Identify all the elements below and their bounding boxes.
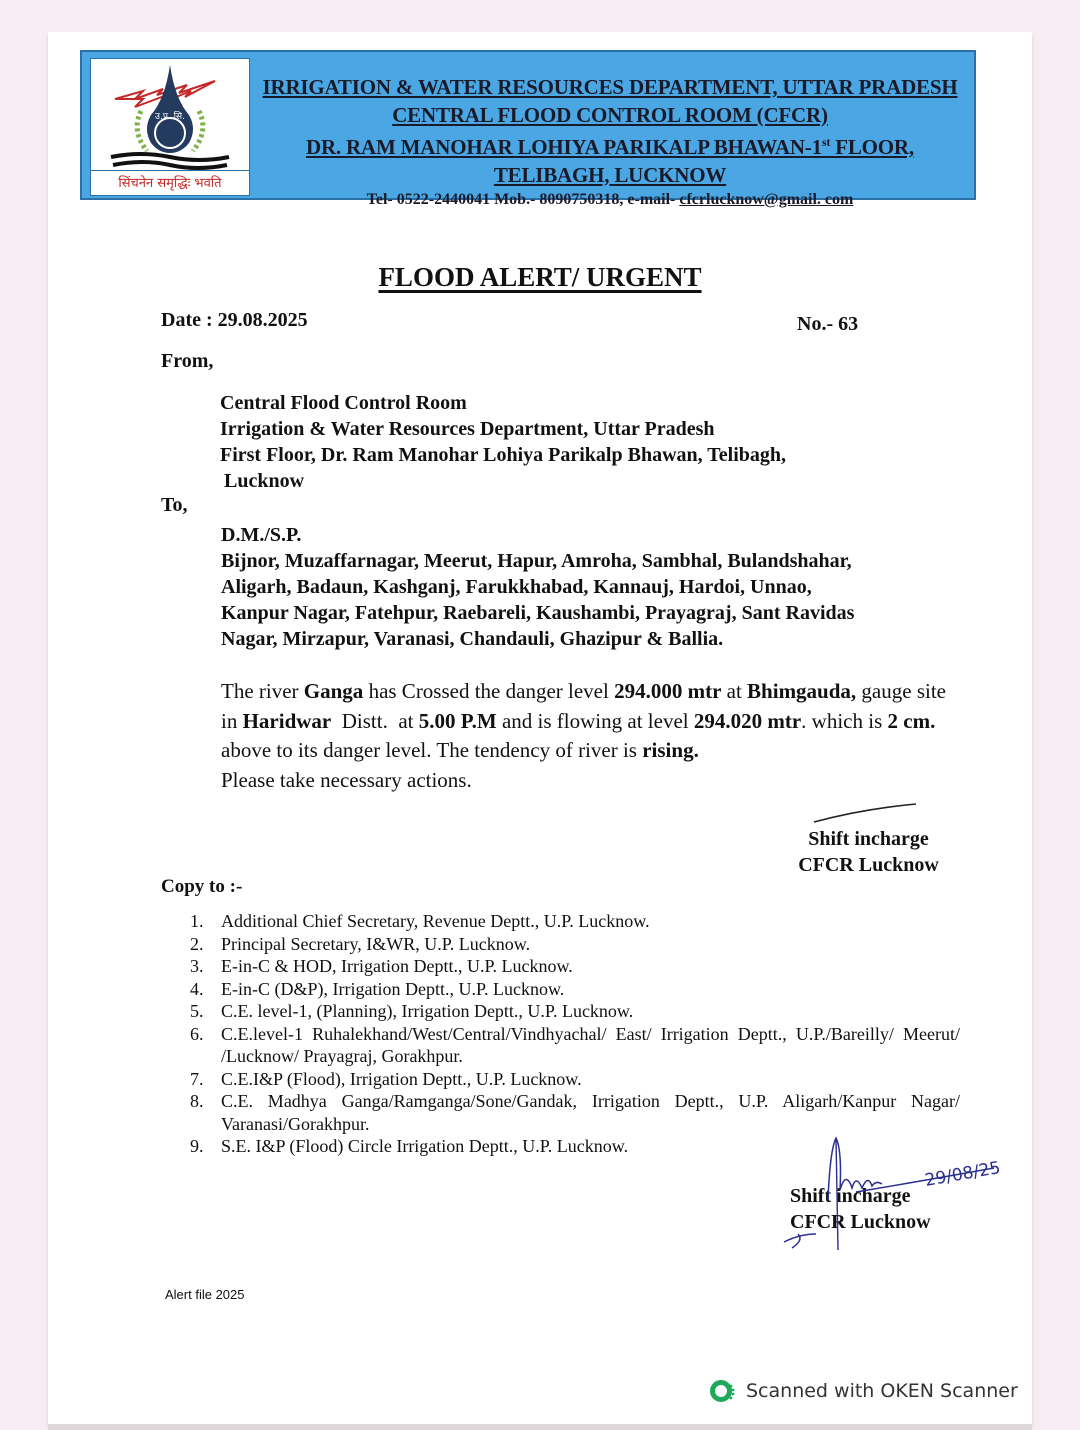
copy-to-item (190, 1000, 960, 1023)
handwritten-signature-icon (776, 1130, 1006, 1255)
alert-date: Date : 29.08.2025 (161, 309, 308, 331)
water-drop-emblem-icon (91, 59, 249, 171)
danger-level: 294.000 mtr (614, 679, 722, 703)
signatory-block-top (790, 826, 947, 878)
sender-line: Central Flood Control Room (220, 392, 467, 414)
copy-to-item (190, 910, 960, 933)
address-superscript: st (821, 135, 831, 149)
sender-line: Lucknow (224, 470, 305, 492)
item-number: 4. (190, 978, 204, 999)
copy-to-label: Copy to :- (161, 876, 243, 897)
recipient-block (221, 522, 854, 652)
recipient-line: Kanpur Nagar, Fatehpur, Raebareli, Kaushambi, Prayagraj, Sant Ravidas (221, 602, 855, 624)
alert-message (161, 677, 951, 795)
item-number: 8. (190, 1091, 204, 1111)
department-logo (90, 58, 250, 196)
text: has Crossed the danger level (363, 679, 615, 703)
copy-to-list (190, 910, 960, 1158)
office-name: CENTRAL FLOOD CONTROL ROOM (CFCR) (392, 102, 828, 127)
signature-stroke-icon (812, 801, 922, 825)
signatory-office: CFCR Lucknow (798, 854, 939, 876)
address-part: DR. RAM MANOHAR LOHIYA PARIKALP BHAWAN-1 (306, 135, 822, 159)
level-difference: 2 cm. (887, 708, 936, 733)
item-text: E-in-C & HOD, Irrigation Deptt., U.P. Lucknow. (221, 956, 573, 976)
action-request: Please take necessary actions. (221, 767, 472, 792)
text: Distt. at (331, 708, 419, 733)
copy-to-item (190, 955, 960, 978)
signatory-title: Shift incharge (790, 1185, 911, 1207)
recipient-line: Aligarh, Badaun, Kashganj, Farukkhabad, Kannauj, Hardoi, Unnao, (221, 576, 812, 598)
copy-to-item (190, 933, 960, 956)
sender-line: First Floor, Dr. Ram Manohar Lohiya Parikalp Bhawan, Telibagh, (220, 444, 787, 466)
item-text: C.E.level-1 Ruhalekhand/West/Central/Vindhyachal/ East/ Irrigation Deptt., U.P./Bareilly/ Meerut/ /Lucknow/ Prayagraj, Gorakhpur. (221, 1023, 960, 1066)
signatory-title: Shift incharge (808, 828, 929, 850)
river-tendency: rising. (642, 738, 699, 762)
scanner-label: Scanned with OKEN Scanner (746, 1380, 1018, 1402)
email-link[interactable]: cfcrlucknow@gmail. com (679, 191, 854, 208)
signatory-office: CFCR Lucknow (790, 1211, 931, 1233)
phone-numbers: Tel- 0522-2440041 Mob.- 8090750318, e-mail- (366, 191, 680, 208)
letterhead-text (248, 74, 972, 210)
office-city: TELIBAGH, LUCKNOW (493, 162, 727, 187)
gauge-site: Bhimgauda, (747, 679, 857, 703)
item-text: C.E.I&P (Flood), Irrigation Deptt., U.P. Lucknow. (221, 1068, 582, 1089)
item-number: 3. (190, 956, 204, 976)
office-address-line (248, 129, 972, 162)
sender-block (220, 390, 786, 494)
copy-to-item (190, 1068, 960, 1091)
recipient-line: Bijnor, Muzaffarnagar, Meerut, Hapur, Amroha, Sambhal, Bulandshahar, (221, 550, 852, 572)
district: Haridwar (242, 708, 332, 733)
text: gauge site in (221, 679, 946, 733)
item-number: 7. (190, 1068, 204, 1089)
copy-to-item (190, 1090, 960, 1135)
item-number: 5. (190, 1001, 204, 1021)
item-text: C.E. Madhya Ganga/Ramganga/Sone/Gandak, Irrigation Deptt., U.P. Aligarh/Kanpur Nagar/ Varanasi/Gorakhpur. (221, 1091, 960, 1134)
item-number: 9. (190, 1136, 204, 1156)
river-name: Ganga (303, 679, 364, 703)
department-name: IRRIGATION & WATER RESOURCES DEPARTMENT, UTTAR PRADESH (262, 75, 958, 99)
from-label: From, (161, 350, 214, 372)
copy-to-item (190, 1023, 960, 1068)
copy-to-item (190, 978, 960, 1001)
alert-title (0, 262, 1080, 293)
text: The river (221, 679, 304, 703)
text: . which is (801, 708, 888, 733)
to-label: To, (161, 494, 188, 516)
contact-line (248, 190, 972, 210)
logo-monogram: उ.प्र. सि. (155, 112, 185, 122)
item-text: E-in-C (D&P), Irrigation Deptt., U.P. Lucknow. (221, 978, 565, 999)
recipient-line: Nagar, Mirzapur, Varanasi, Chandauli, Ghazipur & Ballia. (221, 628, 724, 650)
reading-time: 5.00 P.M (418, 708, 497, 733)
text: and is flowing at level (496, 708, 694, 733)
file-reference: Alert file 2025 (165, 1287, 245, 1302)
item-text: Additional Chief Secretary, Revenue Deptt., U.P. Lucknow. (221, 911, 650, 931)
text: above to its danger level. The tendency of river is (221, 738, 643, 762)
handwritten-date: 29/08/25 (923, 1157, 1003, 1191)
item-number: 6. (190, 1023, 204, 1044)
sender-line: Irrigation & Water Resources Department, Uttar Pradesh (220, 418, 715, 440)
item-text: C.E. level-1, (Planning), Irrigation Deptt., U.P. Lucknow. (221, 1001, 634, 1021)
alert-number: No.- 63 (797, 313, 859, 335)
sheet-shadow (48, 1424, 1032, 1430)
address-part-end: FLOOR, (830, 135, 914, 159)
item-number: 1. (190, 911, 204, 931)
oken-scanner-logo-icon (710, 1378, 736, 1404)
text: at (721, 679, 748, 703)
alert-title-text: FLOOD ALERT/ URGENT (378, 262, 702, 292)
scanner-watermark (710, 1378, 1018, 1404)
item-text: Principal Secretary, I&WR, U.P. Lucknow. (221, 933, 531, 954)
alert-message-body (101, 677, 951, 766)
current-level: 294.020 mtr (693, 708, 802, 733)
recipient-line: D.M./S.P. (221, 524, 302, 546)
logo-motto: सिंचनेन समृद्धिः भवति (91, 170, 249, 191)
letterhead-banner (80, 50, 976, 208)
item-number: 2. (190, 933, 204, 954)
item-text: S.E. I&P (Flood) Circle Irrigation Deptt., U.P. Lucknow. (221, 1136, 629, 1156)
